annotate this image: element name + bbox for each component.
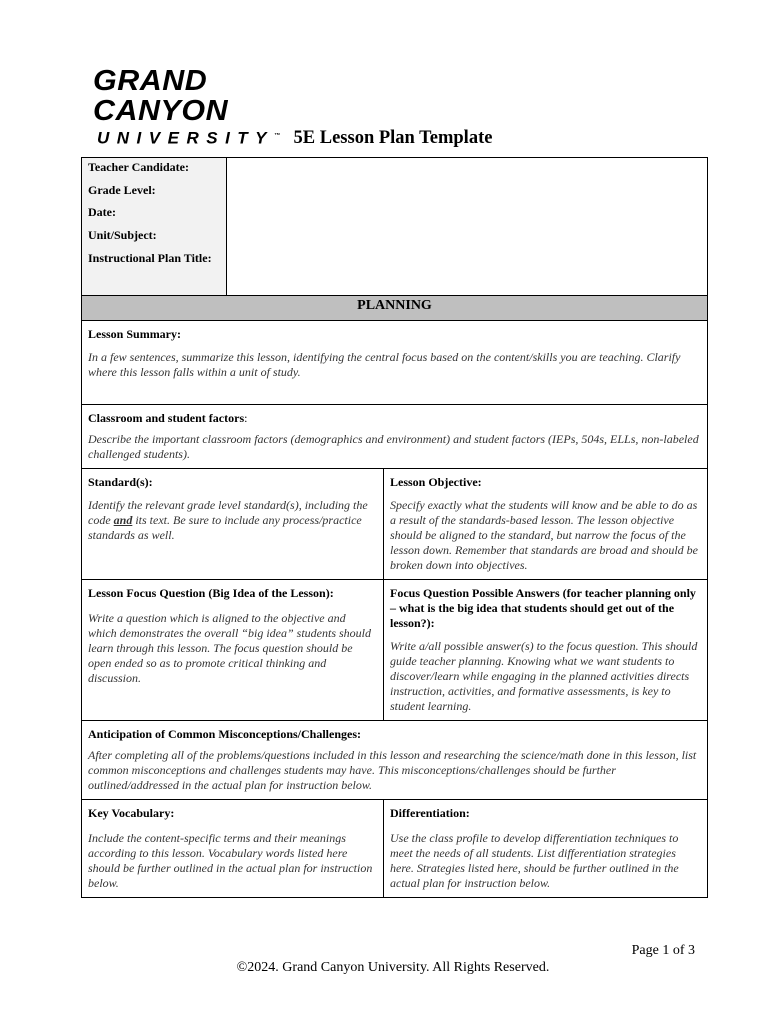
focus-answers-label: Focus Question Possible Answers (for teacher planning only – what is the big idea that students should get out of the lesson?): [390, 586, 696, 630]
differentiation-cell[interactable] [384, 800, 708, 898]
focus-question-label: Lesson Focus Question (Big Idea of the Lesson): [88, 586, 334, 600]
header-labels-cell [82, 158, 227, 296]
standards-desc-b: its text. Be sure to include any process/practice standards as well. [88, 513, 362, 542]
objective-desc: Specify exactly what the students will know and be able to do as a result of the standards-based lesson. The lesson objective should be aligned to the standard, but narrow the focus of the lesson down. Remember that standards are broad and should be broken down into objectives. [390, 498, 698, 572]
lesson-summary-label: Lesson Summary: [88, 327, 182, 341]
misconceptions-label: Anticipation of Common Misconceptions/Challenges: [88, 727, 361, 741]
logo-line1: GRAND CANYON [93, 65, 229, 127]
key-vocabulary-label: Key Vocabulary: [88, 806, 175, 820]
focus-question-cell[interactable] [82, 580, 384, 721]
page-number: Page 1 of 3 [631, 943, 695, 958]
differentiation-desc: Use the class profile to develop differentiation techniques to meet the needs of all students. List differentiation strategies here. Strategies listed here, should be further outlined in the actual plan for instruction below. [390, 831, 679, 890]
focus-answers-cell[interactable] [384, 580, 708, 721]
classroom-factors-desc: Describe the important classroom factors (demographics and environment) and student factors (IEPs, 504s, ELLs, non-labeled challenged students). [88, 432, 699, 461]
standards-desc-and: and [113, 513, 133, 527]
focus-answers-desc: Write a/all possible answer(s) to the focus question. This should guide teacher planning. Knowing what we want students to discover/learn while engaging in the planned activities directs instruction, activities, and formative assessments, is key to student learning. [390, 639, 698, 713]
misconceptions-desc: After completing all of the problems/questions included in this lesson and researching the science/math done in this lesson, list common misconceptions and challenges students may have. This misconceptions/challenges should be further outlined/addressed in the actual plan for instruction below. [88, 748, 697, 792]
classroom-factors-label [88, 411, 701, 425]
key-vocabulary-cell[interactable] [82, 800, 384, 898]
lesson-summary-desc: In a few sentences, summarize this lesson, identifying the central focus based on the content/skills you are teaching. Clarify where this lesson falls within a unit of study. [88, 350, 681, 379]
field-date: Date: [88, 205, 116, 220]
misconceptions-cell[interactable] [82, 721, 708, 800]
header-values-cell[interactable] [227, 158, 708, 296]
lesson-plan-table [81, 157, 708, 898]
standards-desc-a: Identify the relevant grade level standard(s), including the code [88, 498, 368, 527]
standards-label: Standard(s): [88, 475, 153, 489]
copyright-notice: ©2024. Grand Canyon University. All Rights Reserved. [236, 960, 550, 975]
field-unit-subject: Unit/Subject: [88, 228, 157, 243]
field-grade-level: Grade Level: [88, 182, 156, 197]
standards-desc [88, 498, 377, 543]
lesson-summary-cell[interactable] [82, 321, 708, 405]
classroom-label-text: Classroom and student factors [88, 411, 245, 425]
document-title: 5E Lesson Plan Template [293, 128, 493, 148]
classroom-factors-cell[interactable] [82, 405, 708, 469]
key-vocabulary-desc: Include the content-specific terms and their meanings according to this lesson. Vocabulary words listed here should be further outlined in the actual plan for instruction below. [88, 831, 373, 890]
field-teacher-candidate: Teacher Candidate: [88, 160, 190, 174]
logo-tm: ™ [274, 133, 281, 139]
classroom-label-colon: : [244, 411, 248, 425]
standards-cell[interactable] [82, 469, 384, 580]
planning-heading: PLANNING [82, 296, 708, 321]
objective-cell[interactable] [384, 469, 708, 580]
objective-label: Lesson Objective: [390, 475, 482, 489]
differentiation-label: Differentiation: [390, 806, 470, 820]
logo-line2-text: UNIVERSITY [97, 128, 275, 148]
field-plan-title: Instructional Plan Title: [88, 250, 212, 265]
focus-question-desc: Write a question which is aligned to the objective and which demonstrates the overall “big idea” students should learn through this lesson. The focus question should be open ended so as to promote critical thinking and discussion. [88, 611, 371, 685]
